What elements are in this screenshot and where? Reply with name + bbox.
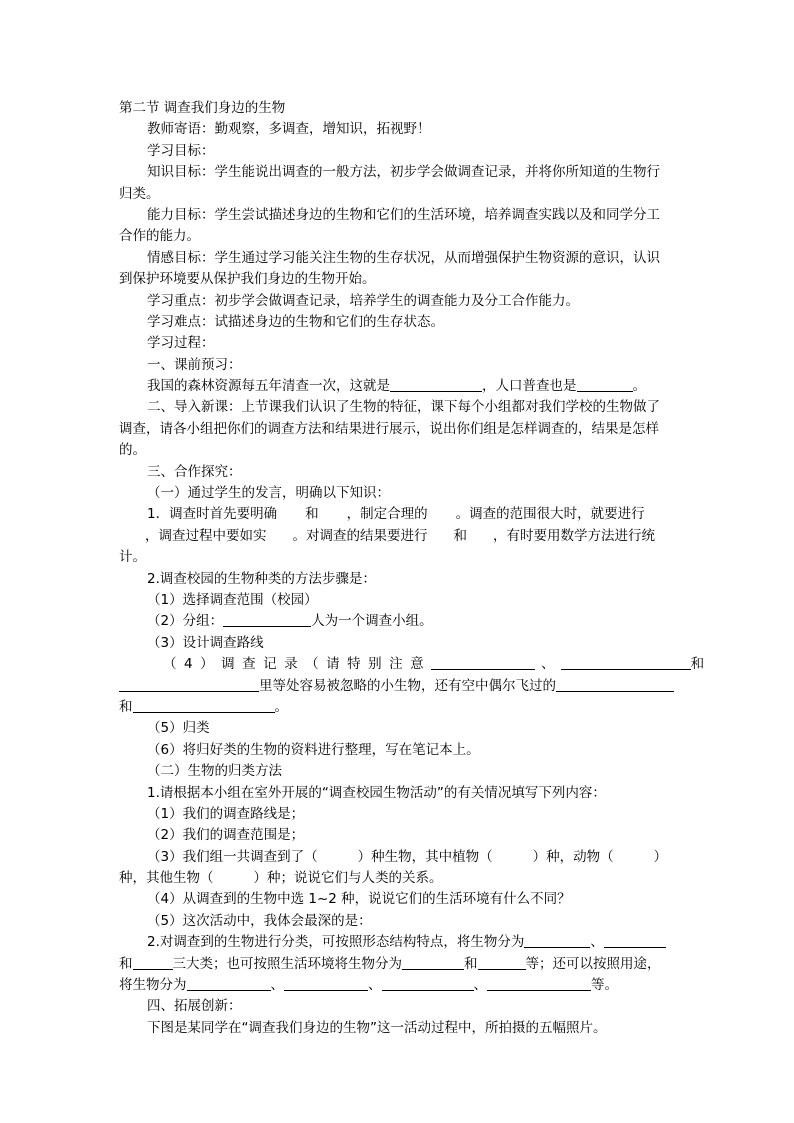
- section-title: 第二节 调查我们身边的生物: [119, 100, 286, 116]
- fill-item-2: （2）我们的调查范围是；: [147, 827, 305, 844]
- classify-question-cont: 和 三大类；也可按照生活环境将生物分为 和 等；还可以按照用途，: [119, 955, 661, 972]
- fill-item-3: （3）我们组一共调查到了（ ）种生物，其中植物（ ）种，动物（ ）: [147, 848, 668, 865]
- answer-blank[interactable]: [187, 976, 271, 991]
- fill-item-4: （4）从调查到的生物中选 1~2 种，说说它们的生活环境有什么不同？: [147, 891, 571, 908]
- intro-paragraph: 二、导入新课：上节课我们认识了生物的特征，课下每个小组都对我们学校的生物做了: [147, 399, 660, 416]
- answer-blank[interactable]: [577, 377, 633, 392]
- survey-basics-line2: ，调查过程中要如实 。对调查的结果要进行 和 ，有时要用数学方法进行统: [145, 527, 655, 544]
- answer-blank[interactable]: [133, 698, 275, 713]
- answer-blank[interactable]: [390, 377, 482, 392]
- steps-heading: 2.调查校园的生物种类的方法步骤是：: [147, 570, 376, 587]
- key-point: 学习重点：初步学会做调查记录，培养学生的调查能力及分工合作能力。: [147, 292, 579, 309]
- answer-blank[interactable]: [431, 655, 535, 670]
- step-2: （2）分组： 人为一个调查小组。: [147, 613, 433, 630]
- preview-question: 我国的森林资源每五年清查一次，这就是 ，人口普查也是 。: [147, 378, 646, 395]
- ability-goal-cont: 合作的能力。: [119, 228, 200, 245]
- emotion-goal-cont: 到保护环境要从保护我们身边的生物开始。: [119, 271, 376, 288]
- knowledge-goal: 知识目标：学生能说出调查的一般方法，初步学会做调查记录，并将你所知道的生物行: [147, 164, 660, 181]
- emotion-goal: 情感目标：学生通过学习能关注生物的生存状况，从而增强保护生物资源的意识，认识: [147, 249, 660, 266]
- learning-goals-heading: 学习目标：: [147, 142, 215, 159]
- answer-blank[interactable]: [487, 976, 591, 991]
- extension-text: 下图是某同学在“调查我们身边的生物”这一活动过程中，所拍摄的五幅照片。: [147, 1019, 607, 1036]
- survey-basics-line1: 1．调查时首先要明确 和 ，制定合理的 。调查的范围很大时，就要进行: [147, 506, 645, 523]
- step-4-end: 和 。: [119, 698, 288, 715]
- answer-blank[interactable]: [402, 955, 464, 970]
- learning-process-heading: 学习过程：: [147, 335, 215, 352]
- explore-heading: 三、合作探究：: [147, 463, 242, 480]
- step-5: （5）归类: [147, 720, 210, 737]
- answer-blank[interactable]: [382, 976, 474, 991]
- teacher-message: 教师寄语：勤观察，多调查，增知识，拓视野！: [147, 121, 431, 138]
- extension-heading: 四、拓展创新：: [147, 998, 242, 1015]
- step-6: （6）将归好类的生物的资料进行整理，写在笔记本上。: [147, 741, 480, 758]
- fill-item-3-cont: 种，其他生物（ ）种；说说它们与人类的关系。: [119, 870, 443, 887]
- classify-question-end: 将生物分为 、 、 、 等。: [119, 977, 618, 994]
- step-4-cont: 里等处容易被忽略的小生物，还有空中偶尔飞过的: [119, 676, 675, 697]
- fill-content-instruction: 1.请根据本小组在室外开展的“调查校园生物活动”的有关情况填写下列内容：: [147, 784, 606, 801]
- explore-sub-heading: （一）通过学生的发言，明确以下知识：: [147, 485, 390, 502]
- answer-blank[interactable]: [223, 612, 311, 627]
- classify-question: 2.对调查到的生物进行分类，可按照形态结构特点，将生物分为 、: [119, 932, 675, 953]
- answer-blank[interactable]: [133, 955, 173, 970]
- preview-heading: 一、课前预习：: [147, 356, 242, 373]
- ability-goal: 能力目标：学生尝试描述身边的生物和它们的生活环境，培养调查实践以及和同学分工: [147, 206, 660, 223]
- document-body: [119, 98, 705, 1039]
- intro-paragraph-end: 的。: [119, 442, 146, 459]
- survey-basics-line3: 计。: [119, 549, 146, 566]
- knowledge-goal-cont: 归类。: [119, 185, 160, 202]
- step-3: （3）设计调查路线: [147, 634, 264, 651]
- step-4: （4）调查记录（请特别注意 、 和: [163, 656, 705, 673]
- answer-blank[interactable]: [284, 976, 368, 991]
- answer-blank[interactable]: [119, 677, 259, 692]
- intro-paragraph-cont: 调查，请各小组把你们的调查方法和结果进行展示，说出你们组是怎样调查的，结果是怎样: [119, 420, 659, 437]
- step-1: （1）选择调查范围（校园）: [147, 591, 318, 608]
- answer-blank[interactable]: [524, 933, 590, 948]
- classification-heading: （二）生物的归类方法: [147, 763, 282, 780]
- answer-blank[interactable]: [478, 955, 526, 970]
- answer-blank[interactable]: [556, 677, 674, 692]
- difficult-point: 学习难点：试描述身边的生物和它们的生存状态。: [147, 313, 444, 330]
- fill-item-1: （1）我们的调查路线是；: [147, 805, 305, 822]
- answer-blank[interactable]: [604, 933, 666, 948]
- fill-item-5: （5）这次活动中，我体会最深的是：: [147, 912, 372, 929]
- answer-blank[interactable]: [561, 655, 691, 670]
